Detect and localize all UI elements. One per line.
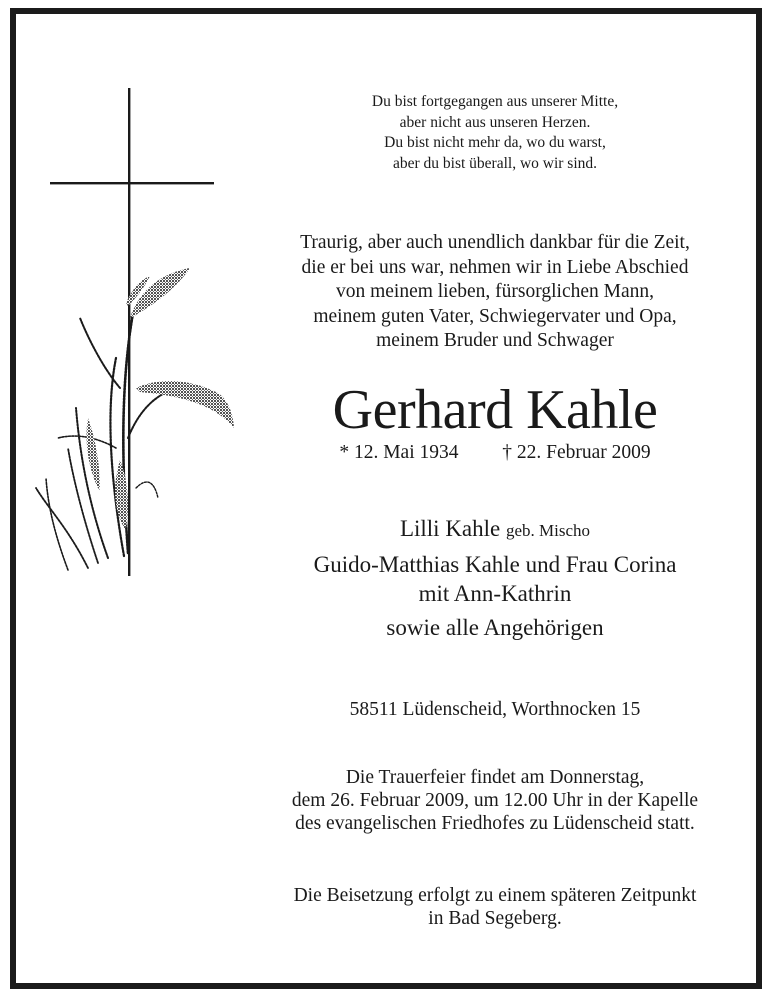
burial-line: in Bad Segeberg. (428, 908, 562, 929)
memorial-poem (250, 92, 740, 174)
wheat-icon (36, 313, 178, 570)
poem-line: Du bist fortgegangen aus unserer Mitte, (371, 93, 619, 110)
mourner-line: Guido-Matthias Kahle und Frau Corina (313, 552, 677, 577)
spouse-name: Lilli Kahle (399, 516, 501, 541)
family-address: 58511 Lüdenscheid, Worthnocken 15 (349, 699, 641, 720)
funeral-service-info (250, 766, 740, 835)
wheat-ear-upper (126, 268, 190, 318)
burial-info (250, 884, 740, 930)
burial-line: Die Beisetzung erfolgt zu einem späteren Zeitpunkt (293, 885, 697, 906)
cross-and-wheat-illustration (28, 88, 248, 588)
life-dates (250, 441, 740, 465)
farewell-line: meinem guten Vater, Schwiegervater und Opa, (313, 305, 677, 327)
farewell-text (250, 231, 740, 354)
birth-date: * 12. Mai 1934 (339, 442, 459, 463)
farewell-line: meinem Bruder und Schwager (376, 330, 614, 351)
poem-line: aber nicht aus unseren Herzen. (399, 113, 591, 131)
deceased-name: Gerhard Kahle (332, 379, 658, 441)
mourner-line: mit Ann-Kathrin (418, 581, 572, 606)
spouse-maiden-name: geb. Mischo (505, 521, 591, 540)
wheat-ear-lower (136, 381, 234, 428)
service-line: Die Trauerfeier findet am Donnerstag, (345, 767, 645, 788)
service-line: des evangelischen Friedhofes zu Lüdenscheid statt. (295, 813, 695, 834)
mourners (250, 514, 740, 642)
mourner-spouse (250, 514, 740, 545)
service-line: dem 26. Februar 2009, um 12.00 Uhr in der Kapelle (291, 790, 699, 811)
poem-line: Du bist nicht mehr da, wo du warst, (384, 134, 606, 151)
poem-line: aber du bist überall, wo wir sind. (392, 154, 598, 172)
farewell-line: Traurig, aber auch unendlich dankbar für die Zeit, (300, 232, 690, 253)
farewell-line: von meinem lieben, fürsorglichen Mann, (335, 281, 655, 302)
farewell-line: die er bei uns war, nehmen wir in Liebe Abschied (301, 256, 689, 278)
mourner-line: sowie alle Angehörigen (386, 615, 604, 640)
cross-icon (50, 88, 214, 576)
death-date: † 22. Februar 2009 (502, 442, 651, 463)
